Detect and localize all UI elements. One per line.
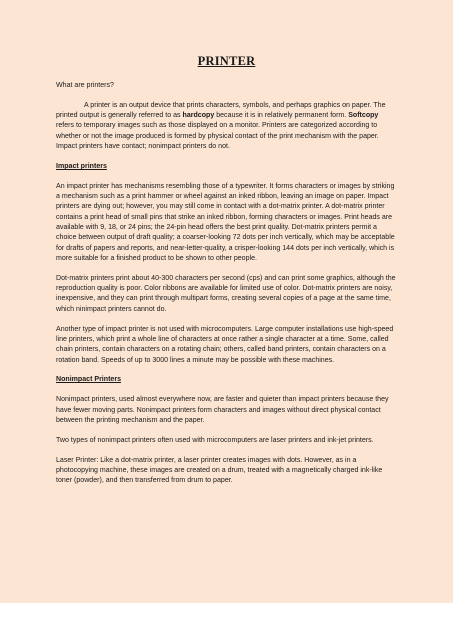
- impact-paragraph-3: Another type of impact printer is not used with microcomputers. Large computer installations use high-speed line printers, which print a whole line of characters at once rather a single character at a time. Some, called chain printers, contain characters on a rotating chain; others, called band printers, contain characters on a rotation band. Speeds of up to 3000 lines a minute may be possible with these machines.: [56, 325, 394, 364]
- page-title: PRINTER: [197, 54, 256, 68]
- intro-text-1: A printer is an output device that prints characters, symbols, and perhaps graphics on paper. The printed output is generally referred to as: [56, 101, 386, 120]
- nonimpact-paragraph-3: Laser Printer: Like a dot-matrix printer, a laser printer creates images with dots. However, as in a photocopying machine, these images are created on a drum, treated with a magnetically charged ink-like toner (powder), and then transferred from drum to paper.: [56, 456, 383, 485]
- nonimpact-printers-heading: Nonimpact Printers: [56, 376, 122, 384]
- hardcopy-term: hardcopy: [182, 112, 215, 120]
- intro-paragraph: [56, 101, 397, 152]
- intro-text-3: refers to temporary images such as those displayed on a monitor. Printers are categorized according to whether or not the image produced is formed by physical contact of the print mechanism with the paper. Impact printers have contact; nonimpact printers do not.: [56, 122, 379, 151]
- impact-paragraph-1: An impact printer has mechanisms resembling those of a typewriter. It forms characters or images by striking a mechanism such as a print hammer or wheel against an inked ribbon, leaving an image on paper. Impact printers are dying out; however, you may still come in contact with a dot-matrix printer. A dot-matrix printer contains a print head of small pins that strike an inked ribbon, forming characters or images. Print heads are available with 9, 18, or 24 pins; the 24-pin head offers the best print quality. Dot-matrix printers permit a choice between output of draft quality; a coarser-looking 72 dots per inch vertically, which may be acceptable for drafts of papers and reports, and near-letter-quality, a crisper-looking 144 dots per inch vertically, which is more suitable for a finished product to be shown to other people.: [56, 182, 395, 262]
- impact-printers-heading: Impact printers: [56, 162, 107, 170]
- softcopy-term: Softcopy: [348, 112, 379, 120]
- nonimpact-paragraph-2: Two types of nonimpact printers often used with microcomputers are laser printers and ink-jet printers.: [56, 436, 374, 444]
- impact-paragraph-2: Dot-matrix printers print about 40-300 characters per second (cps) and can print some graphics, although the reproduction quality is poor. Color ribbons are available for limited use of color. Dot-matrix printers are noisy, inexpensive, and they can print through multipart forms, creating several copies of a page at the same time, which ninimpact printers cannot do.: [56, 274, 396, 313]
- intro-text-2: because it is in relatively permanent form.: [214, 112, 349, 120]
- question-line: What are printers?: [56, 82, 114, 89]
- nonimpact-paragraph-1: Nonimpact printers, used almost everywhere now, are faster and quieter than impact printers because they have fewer moving parts. Nonimpact printers form characters and images without direct physical contact between the printing mechanism and the paper.: [56, 396, 389, 424]
